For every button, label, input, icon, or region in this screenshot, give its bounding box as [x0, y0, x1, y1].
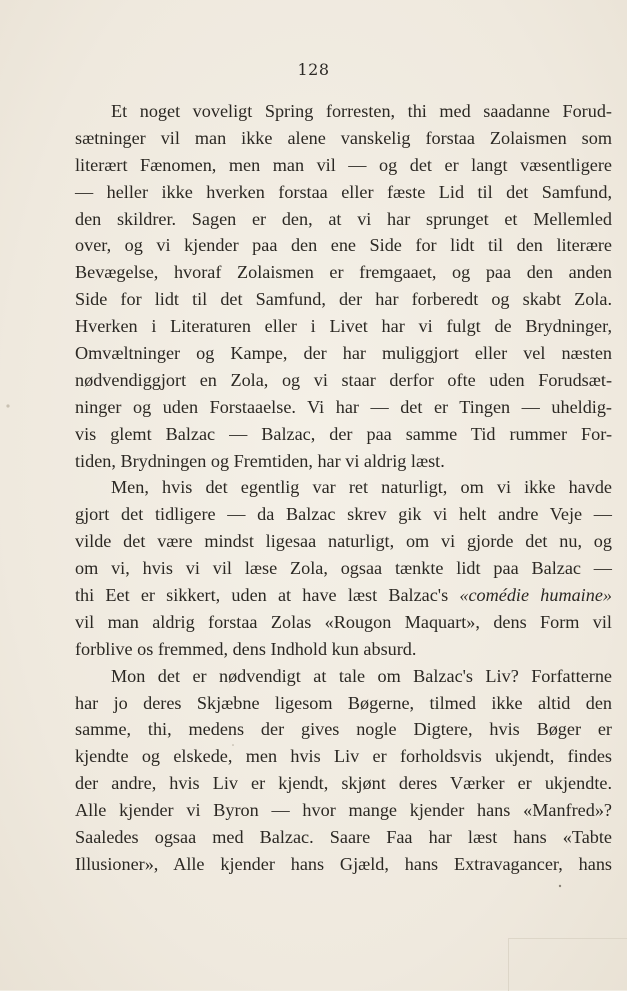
text-line: den skildrer. Sagen er den, at vi har sprunget et Mellemled — [75, 208, 612, 229]
paragraph-1 — [75, 98, 612, 474]
text-line: nødvendiggjort en Zola, og vi staar derfor ofte uden Forudsæt- — [75, 369, 612, 390]
text-line: har jo deres Skjæbne ligesom Bøgerne, tilmed ikke altid den — [75, 692, 612, 713]
text-line: over, og vi kjender paa den ene Side for lidt til den literære — [75, 235, 612, 256]
text-line: om vi, hvis vi vil læse Zola, ogsaa tænkte lidt paa Balzac — — [75, 558, 612, 579]
text-line: samme, thi, medens der gives nogle Digtere, hvis Bøger er — [75, 719, 612, 740]
paragraph-2 — [75, 474, 612, 662]
text-line: tiden, Brydningen og Fremtiden, har vi aldrig læst. — [75, 450, 445, 471]
text-line: sætninger vil man ikke alene vanskelig forstaa Zolaismen som — [75, 127, 612, 148]
text-line: Illusioner», Alle kjender hans Gjæld, hans Extravagancer, hans — [75, 853, 612, 874]
text-line: forblive os fremmed, dens Indhold kun absurd. — [75, 638, 417, 659]
text-line: Bevægelse, hvoraf Zolaismen er fremgaaet, og paa den anden — [75, 262, 612, 283]
text-line: gjort det tidligere — da Balzac skrev gik vi helt andre Veje — — [75, 504, 612, 525]
text-line: vil man aldrig forstaa Zolas «Rougon Maquart», dens Form vil — [75, 611, 612, 632]
text-line: Omvæltninger og Kampe, der har muliggjort eller vel næsten — [75, 343, 612, 364]
text-line: vis glemt Balzac — Balzac, der paa samme Tid rummer For- — [75, 423, 612, 444]
body-text — [75, 98, 612, 878]
scan-corner-mark — [508, 938, 627, 991]
text-line: vilde det være mindst ligesaa naturligt, om vi gjorde det nu, og — [75, 531, 612, 552]
text-line: ninger og uden Forstaaelse. Vi har — det er Tingen — uheldig- — [75, 396, 612, 417]
text-line-with-italic: thi Eet er sikkert, uden at have læst Balzac's «comédie humaine» — [75, 585, 612, 606]
text-line: Et noget voveligt Spring forresten, thi med saadanne Forud- — [111, 101, 612, 121]
text-line: Alle kjender vi Byron — hvor mange kjender hans «Manfred»? — [75, 800, 612, 821]
text-line: — heller ikke hverken forstaa eller fæste Lid til det Samfund, — [75, 181, 612, 202]
paragraph-3 — [75, 663, 612, 878]
text-line: Mon det er nødvendigt at tale om Balzac's Liv? Forfatterne — [111, 665, 612, 686]
text-line: literært Fænomen, men man vil — og det er langt væsentligere — [75, 154, 612, 175]
text-line: Saaledes ogsaa med Balzac. Saare Faa har læst hans «Tabte — [75, 827, 612, 848]
text-line: Side for lidt til det Samfund, der har forberedt og skabt Zola. — [75, 289, 612, 310]
text-line: Men, hvis det egentlig var ret naturligt, om vi ikke havde — [111, 477, 612, 498]
book-title-italic: «comédie humaine» — [459, 585, 612, 606]
text-line: der andre, hvis Liv er kjendt, skjønt deres Værker er ukjendte. — [75, 773, 612, 794]
text-line: kjendte og elskede, men hvis Liv er forholdsvis ukjendt, findes — [75, 746, 612, 767]
text-line: Hverken i Literaturen eller i Livet har vi fulgt de Brydninger, — [75, 316, 612, 337]
page-number: 128 — [297, 60, 330, 79]
